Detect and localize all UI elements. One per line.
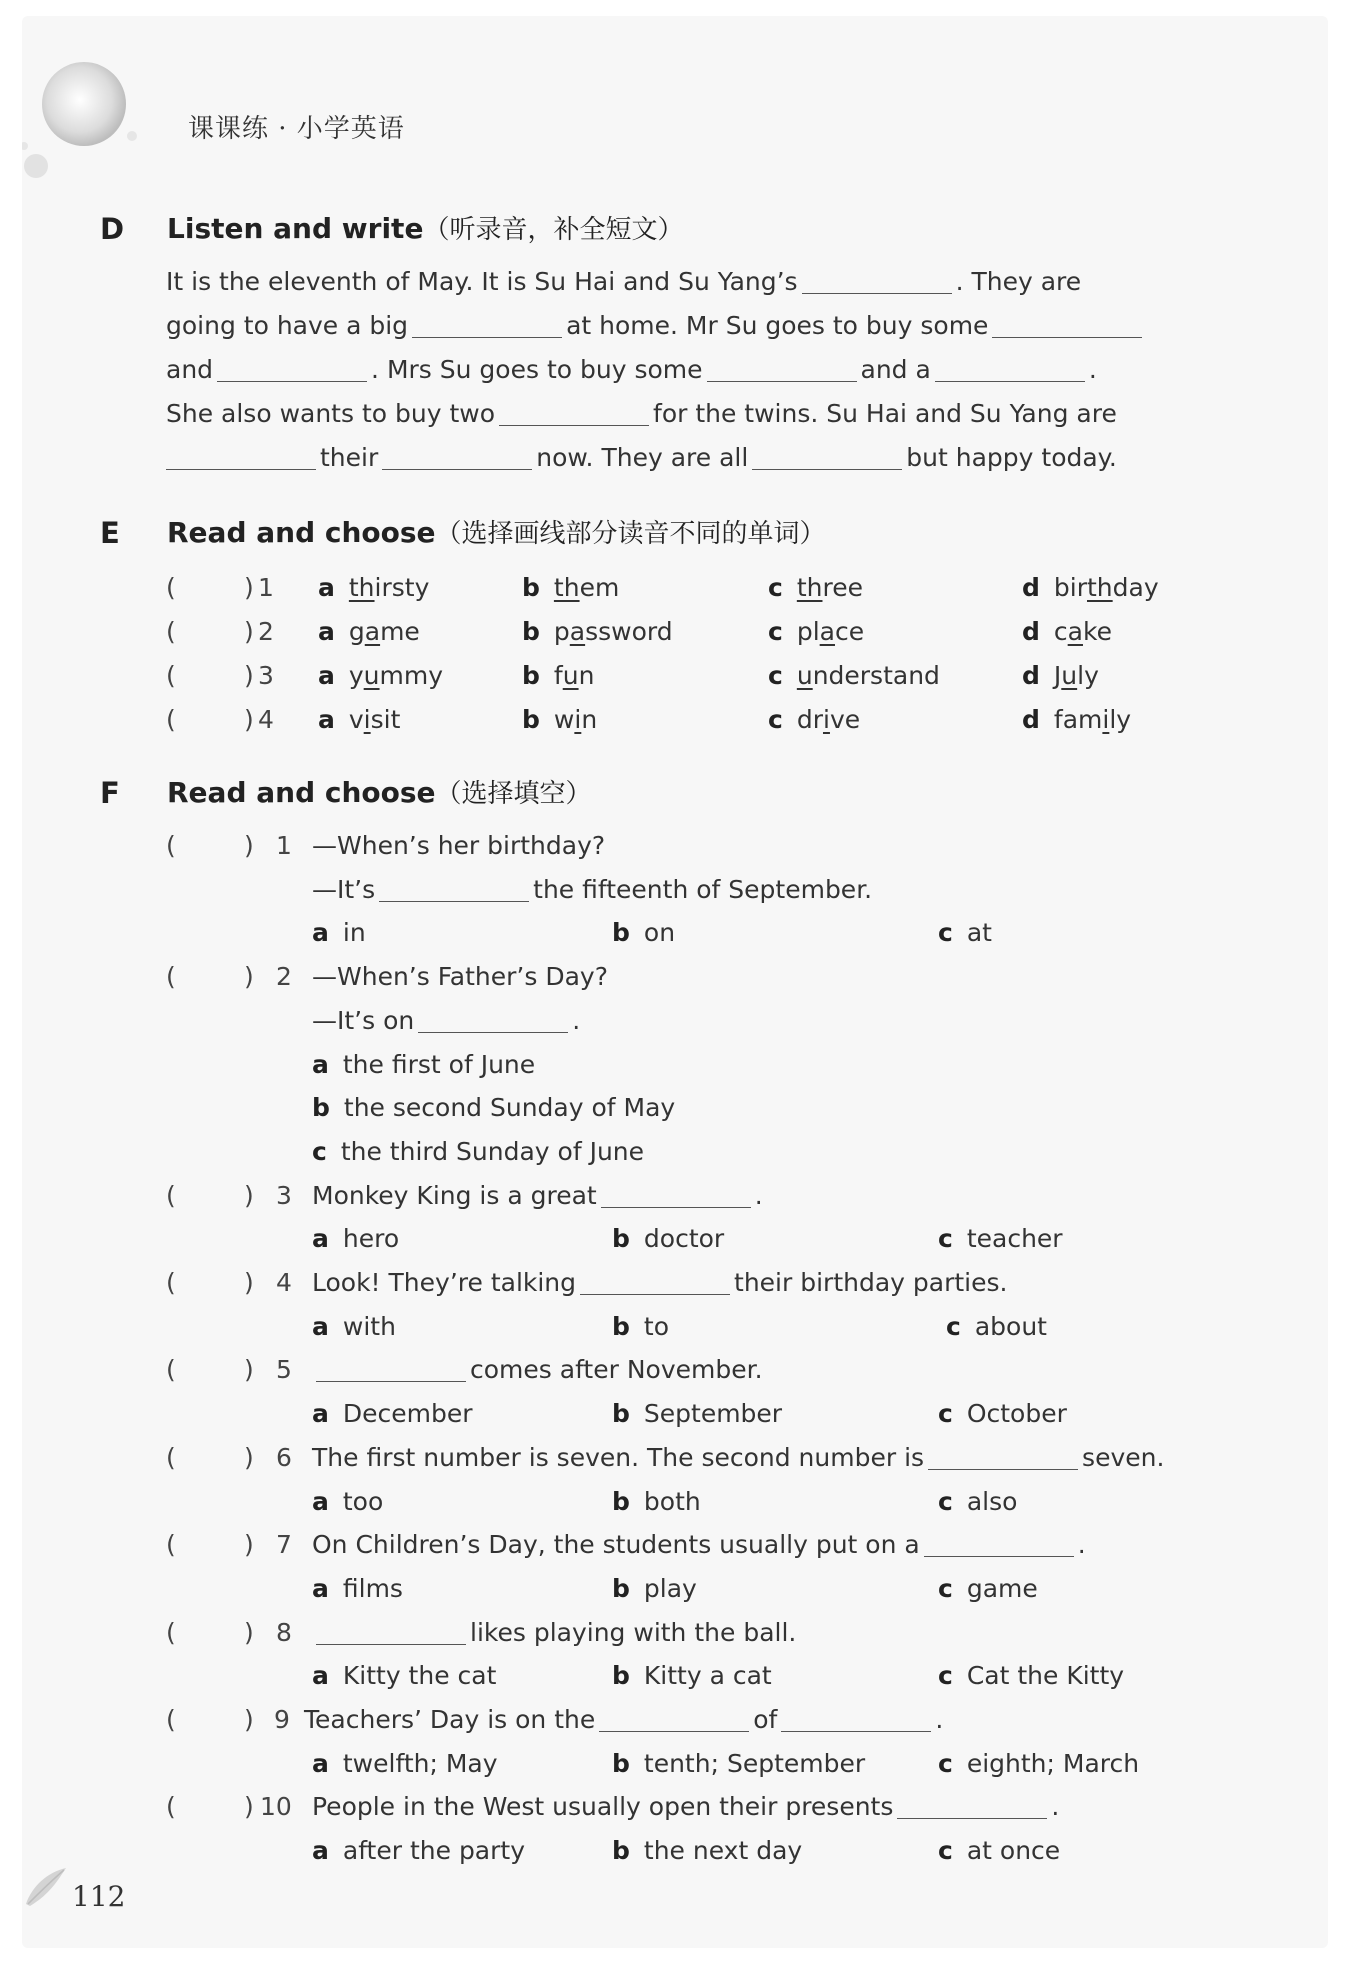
answer-blank[interactable] [499, 424, 649, 426]
option-letter: c [938, 1661, 953, 1690]
option-letter: b [612, 1661, 630, 1690]
choice-option[interactable] [612, 1312, 669, 1341]
option-text: play [643, 1574, 697, 1603]
answer-paren-left[interactable]: ( [166, 1181, 176, 1210]
underlined-part: th [796, 573, 823, 602]
choice-option[interactable] [612, 1749, 865, 1778]
question-part: Teachers’ Day is on the [304, 1705, 596, 1734]
passage-text: their [320, 443, 379, 472]
option-letter: b [612, 1574, 630, 1603]
option-letter: b [612, 1836, 630, 1865]
word-part: v [348, 705, 364, 734]
answer-blank[interactable] [802, 292, 952, 294]
section-e-letter: E [100, 516, 120, 550]
answer-blank[interactable] [316, 1380, 466, 1382]
option-text: teacher [966, 1224, 1063, 1253]
passage-text: It is the eleventh of May. It is Su Hai and Su Yang’s [166, 267, 798, 296]
option-letter: c [768, 573, 783, 602]
option-text: after the party [342, 1836, 526, 1865]
question-number: 1 [258, 573, 274, 602]
answer-blank[interactable] [412, 336, 562, 338]
choice-option[interactable] [1022, 573, 1159, 602]
word-part: g [348, 617, 365, 646]
option-text: hero [342, 1224, 400, 1253]
word-part: f [553, 661, 563, 690]
section-f-title [167, 773, 592, 810]
underlined-part: u [363, 661, 380, 690]
question-part: seven. [1082, 1443, 1165, 1472]
choice-option[interactable] [522, 661, 594, 690]
option-letter: d [1022, 661, 1040, 690]
passage-text: at home. Mr Su goes to buy some [566, 311, 989, 340]
word-part: w [553, 705, 575, 734]
answer-blank[interactable] [316, 1643, 466, 1645]
choice-option[interactable] [938, 918, 992, 947]
question-number: 4 [258, 705, 274, 734]
option-text: the third Sunday of June [340, 1137, 645, 1166]
word-part: ree [822, 573, 863, 602]
answer-paren-right: ) [244, 831, 254, 860]
question-text [312, 875, 872, 904]
choice-option[interactable] [612, 1836, 802, 1865]
word-part: J [1053, 661, 1062, 690]
underlined-part: a [819, 617, 835, 646]
answer-paren-left[interactable]: ( [166, 661, 176, 690]
question-number: 10 [260, 1792, 292, 1821]
choice-option[interactable] [312, 1093, 675, 1122]
answer-blank[interactable] [935, 380, 1085, 382]
passage-text: now. They are all [536, 443, 749, 472]
choice-option[interactable] [768, 705, 860, 734]
choice-option[interactable] [946, 1312, 1047, 1341]
answer-paren-left[interactable]: ( [166, 705, 176, 734]
option-letter: b [522, 617, 540, 646]
option-letter: c [938, 1836, 953, 1865]
option-text: doctor [643, 1224, 725, 1253]
section-f-letter: F [100, 776, 120, 810]
choice-option[interactable] [312, 1749, 498, 1778]
answer-paren-left[interactable]: ( [166, 1705, 176, 1734]
option-letter: a [318, 617, 335, 646]
underlined-part: a [569, 617, 586, 646]
choice-option[interactable] [312, 1137, 644, 1166]
option-letter: c [768, 661, 783, 690]
option-letter: a [312, 1836, 329, 1865]
word-part: sit [370, 705, 401, 734]
passage-text: going to have a big [166, 311, 409, 340]
question-part: People in the West usually open their presents [312, 1792, 894, 1821]
answer-paren-left[interactable]: ( [166, 1792, 176, 1821]
question-number: 8 [276, 1618, 292, 1647]
underlined-part: th [553, 573, 580, 602]
option-text: at [966, 918, 992, 947]
option-letter: a [312, 1487, 329, 1516]
option-text: game [966, 1574, 1038, 1603]
choice-option[interactable] [612, 1399, 782, 1428]
underlined-part: i [822, 705, 830, 734]
question-part: likes playing with the ball. [470, 1618, 797, 1647]
answer-paren-left[interactable]: ( [166, 1443, 176, 1472]
option-letter: a [312, 1574, 329, 1603]
option-text: about [974, 1312, 1047, 1341]
question-number: 6 [276, 1443, 292, 1472]
answer-blank[interactable] [217, 380, 367, 382]
passage-text: . They are [955, 267, 1082, 296]
passage-text: She also wants to buy two [166, 399, 496, 428]
answer-paren-left[interactable]: ( [166, 573, 176, 602]
question-text [312, 1618, 796, 1647]
answer-blank[interactable] [418, 1031, 568, 1033]
section-d-letter: D [100, 212, 125, 246]
word-part: ve [829, 705, 861, 734]
choice-option[interactable] [318, 661, 443, 690]
choice-option[interactable] [768, 617, 864, 646]
option-letter: b [522, 661, 540, 690]
passage-text: . [1088, 355, 1097, 384]
answer-blank[interactable] [601, 1206, 751, 1208]
question-text [312, 1355, 763, 1384]
question-text [312, 1181, 763, 1210]
question-part: . [1077, 1530, 1086, 1559]
option-letter: a [312, 1661, 329, 1690]
choice-option[interactable] [312, 1050, 535, 1079]
option-text: Cat the Kitty [966, 1661, 1125, 1690]
choice-option[interactable] [612, 1574, 697, 1603]
option-letter: a [318, 705, 335, 734]
question-number: 7 [276, 1530, 292, 1559]
option-text: films [342, 1574, 403, 1603]
option-text: also [966, 1487, 1018, 1516]
option-letter: c [938, 1487, 953, 1516]
option-letter: b [312, 1093, 330, 1122]
answer-paren-right: ) [244, 573, 254, 602]
choice-option[interactable] [312, 1399, 473, 1428]
moon-decoration-icon [22, 38, 142, 188]
underlined-part: a [364, 617, 381, 646]
word-part: ce [834, 617, 865, 646]
answer-paren-right: ) [244, 1618, 254, 1647]
question-part: Look! They’re talking [312, 1268, 577, 1297]
answer-paren-left[interactable]: ( [166, 1530, 176, 1559]
option-letter: b [612, 1224, 630, 1253]
question-text [312, 1792, 1059, 1821]
underlined-part: th [348, 573, 375, 602]
answer-blank[interactable] [580, 1293, 730, 1295]
option-text: the next day [643, 1836, 803, 1865]
word-part: em [579, 573, 620, 602]
choice-option[interactable] [318, 573, 429, 602]
choice-option[interactable] [1022, 705, 1131, 734]
choice-option[interactable] [312, 918, 366, 947]
page-number: 112 [72, 1880, 126, 1913]
word-part: p [553, 617, 570, 646]
underlined-part: u [1061, 661, 1078, 690]
choice-option[interactable] [312, 1836, 525, 1865]
question-text [312, 1006, 580, 1035]
book-title: 课课练 · 小学英语 [188, 114, 405, 144]
word-part: day [1112, 573, 1159, 602]
answer-paren-left[interactable]: ( [166, 1355, 176, 1384]
option-letter: a [312, 1749, 329, 1778]
choice-option[interactable] [938, 1749, 1139, 1778]
option-text: on [643, 918, 676, 947]
section-e-title-en: Read and choose [167, 516, 436, 549]
section-d-title-cn: （听录音，补全短文） [423, 215, 684, 245]
option-letter: b [612, 1399, 630, 1428]
choice-option[interactable] [1022, 617, 1112, 646]
choice-option[interactable] [318, 617, 420, 646]
passage-line-2 [166, 311, 1146, 340]
underlined-part: a [1067, 617, 1083, 646]
answer-blank[interactable] [992, 336, 1142, 338]
answer-paren-right: ) [244, 705, 254, 734]
word-part: bir [1053, 573, 1087, 602]
option-text: to [643, 1312, 670, 1341]
choice-option[interactable] [938, 1836, 1060, 1865]
answer-paren-right: ) [244, 1705, 254, 1734]
word-part: irsty [374, 573, 430, 602]
answer-blank[interactable] [781, 1730, 931, 1732]
answer-blank[interactable] [752, 468, 902, 470]
question-text: —When’s Father’s Day? [312, 962, 608, 991]
answer-blank[interactable] [924, 1555, 1074, 1557]
option-text: with [342, 1312, 396, 1341]
answer-paren-right: ) [244, 1268, 254, 1297]
word-part: y [348, 661, 364, 690]
option-letter: b [522, 705, 540, 734]
question-number: 1 [276, 831, 292, 860]
option-letter: c [946, 1312, 961, 1341]
option-text: the second Sunday of May [343, 1093, 676, 1122]
choice-option[interactable] [1022, 661, 1099, 690]
question-part: —It’s on [312, 1006, 415, 1035]
option-letter: b [612, 1487, 630, 1516]
question-part: Monkey King is a great [312, 1181, 597, 1210]
word-part: mmy [379, 661, 444, 690]
option-letter: c [768, 617, 783, 646]
question-text [312, 1443, 1164, 1472]
choice-option[interactable] [612, 1487, 701, 1516]
answer-paren-right: ) [244, 1792, 254, 1821]
option-text: eighth; March [966, 1749, 1140, 1778]
option-text: Kitty a cat [643, 1661, 772, 1690]
option-letter: a [318, 661, 335, 690]
option-letter: b [612, 918, 630, 947]
question-number: 3 [258, 661, 274, 690]
question-text [312, 1268, 1007, 1297]
answer-blank[interactable] [928, 1468, 1078, 1470]
underlined-part: th [1087, 573, 1113, 602]
underlined-part: i [1102, 705, 1110, 734]
answer-blank[interactable] [707, 380, 857, 382]
answer-paren-right: ) [244, 962, 254, 991]
question-part: . [754, 1181, 763, 1210]
answer-paren-left[interactable]: ( [166, 831, 176, 860]
option-text: in [342, 918, 366, 947]
choice-option[interactable] [312, 1224, 399, 1253]
passage-line-4 [166, 399, 1117, 428]
option-letter: d [1022, 573, 1040, 602]
workbook-page [22, 16, 1328, 1948]
question-number: 3 [276, 1181, 292, 1210]
option-letter: c [938, 1224, 953, 1253]
option-text: October [966, 1399, 1067, 1428]
answer-paren-right: ) [244, 1355, 254, 1384]
choice-option[interactable] [938, 1574, 1038, 1603]
option-letter: c [938, 1749, 953, 1778]
choice-option[interactable] [938, 1224, 1063, 1253]
choice-option[interactable] [938, 1661, 1124, 1690]
choice-option[interactable] [768, 661, 940, 690]
option-letter: b [612, 1749, 630, 1778]
underlined-part: i [363, 705, 371, 734]
question-part: —It’s [312, 875, 376, 904]
choice-option[interactable] [522, 705, 597, 734]
question-part: On Children’s Day, the students usually put on a [312, 1530, 920, 1559]
choice-option[interactable] [612, 1661, 772, 1690]
option-letter: d [1022, 617, 1040, 646]
option-text: twelfth; May [342, 1749, 498, 1778]
word-part: nderstand [812, 661, 940, 690]
question-number: 2 [276, 962, 292, 991]
leaf-decoration-icon [22, 1864, 70, 1908]
word-part: ssword [585, 617, 673, 646]
choice-option[interactable] [522, 617, 673, 646]
question-part: . [935, 1705, 944, 1734]
choice-option[interactable] [312, 1574, 403, 1603]
option-letter: c [938, 1399, 953, 1428]
passage-text: and a [860, 355, 931, 384]
option-letter: c [312, 1137, 327, 1166]
choice-option[interactable] [318, 705, 400, 734]
question-number: 2 [258, 617, 274, 646]
passage-text: and [166, 355, 214, 384]
option-text: the first of June [342, 1050, 536, 1079]
question-number: 9 [274, 1705, 290, 1734]
question-part: of [753, 1705, 778, 1734]
choice-option[interactable] [522, 573, 619, 602]
option-letter: d [1022, 705, 1040, 734]
passage-text: . Mrs Su goes to buy some [371, 355, 703, 384]
answer-blank[interactable] [897, 1817, 1047, 1819]
word-part: n [581, 705, 598, 734]
section-d-title [167, 209, 683, 246]
answer-blank[interactable] [382, 468, 532, 470]
answer-paren-left[interactable]: ( [166, 962, 176, 991]
choice-option[interactable] [938, 1399, 1067, 1428]
question-part: their birthday parties. [734, 1268, 1008, 1297]
option-letter: a [318, 573, 335, 602]
word-part: n [578, 661, 595, 690]
question-text [304, 1705, 943, 1734]
choice-option[interactable] [612, 1224, 724, 1253]
section-e-title [167, 513, 826, 550]
underlined-part: u [562, 661, 579, 690]
question-number: 4 [276, 1268, 292, 1297]
passage-text: for the twins. Su Hai and Su Yang are [653, 399, 1117, 428]
option-text: December [342, 1399, 473, 1428]
option-letter: a [312, 918, 329, 947]
choice-option[interactable] [312, 1312, 396, 1341]
option-text: tenth; September [643, 1749, 866, 1778]
section-f-title-en: Read and choose [167, 776, 436, 809]
option-letter: c [938, 1574, 953, 1603]
choice-option[interactable] [312, 1661, 496, 1690]
word-part: me [380, 617, 420, 646]
word-part: pl [796, 617, 820, 646]
option-letter: b [612, 1312, 630, 1341]
section-d-title-en: Listen and write [167, 212, 424, 245]
choice-option[interactable] [938, 1487, 1017, 1516]
section-e-title-cn: （选择画线部分读音不同的单词） [435, 519, 826, 549]
question-part: the fifteenth of September. [533, 875, 873, 904]
passage-line-5 [162, 443, 1117, 472]
question-text: —When’s her birthday? [312, 831, 606, 860]
word-part: fam [1053, 705, 1103, 734]
answer-blank[interactable] [379, 900, 529, 902]
passage-line-1 [166, 267, 1081, 296]
option-letter: a [312, 1399, 329, 1428]
answer-blank[interactable] [599, 1730, 749, 1732]
underlined-part: i [574, 705, 582, 734]
choice-option[interactable] [312, 1487, 383, 1516]
option-letter: c [768, 705, 783, 734]
word-part: c [1053, 617, 1068, 646]
answer-paren-right: ) [244, 1181, 254, 1210]
option-text: Kitty the cat [342, 1661, 497, 1690]
word-part: ly [1077, 661, 1099, 690]
answer-paren-right: ) [244, 1530, 254, 1559]
word-part: ly [1109, 705, 1132, 734]
answer-paren-left[interactable]: ( [166, 617, 176, 646]
question-number: 5 [276, 1355, 292, 1384]
option-letter: b [522, 573, 540, 602]
underlined-part: u [796, 661, 813, 690]
question-part: The first number is seven. The second number is [312, 1443, 925, 1472]
answer-paren-right: ) [244, 661, 254, 690]
answer-blank[interactable] [166, 468, 316, 470]
passage-text: but happy today. [906, 443, 1117, 472]
option-letter: a [312, 1312, 329, 1341]
answer-paren-left[interactable]: ( [166, 1618, 176, 1647]
option-letter: a [312, 1224, 329, 1253]
answer-paren-left[interactable]: ( [166, 1268, 176, 1297]
option-text: too [342, 1487, 384, 1516]
question-text [312, 1530, 1086, 1559]
choice-option[interactable] [612, 918, 675, 947]
option-letter: c [938, 918, 953, 947]
question-part: comes after November. [470, 1355, 763, 1384]
passage-line-3 [166, 355, 1097, 384]
word-part: dr [796, 705, 823, 734]
choice-option[interactable] [768, 573, 863, 602]
option-text: at once [966, 1836, 1061, 1865]
section-f-title-cn: （选择填空） [435, 779, 592, 809]
answer-paren-right: ) [244, 1443, 254, 1472]
option-text: both [643, 1487, 701, 1516]
word-part: ke [1082, 617, 1112, 646]
question-part: . [1051, 1792, 1060, 1821]
option-letter: a [312, 1050, 329, 1079]
option-text: September [643, 1399, 783, 1428]
answer-paren-right: ) [244, 617, 254, 646]
question-part: . [572, 1006, 581, 1035]
